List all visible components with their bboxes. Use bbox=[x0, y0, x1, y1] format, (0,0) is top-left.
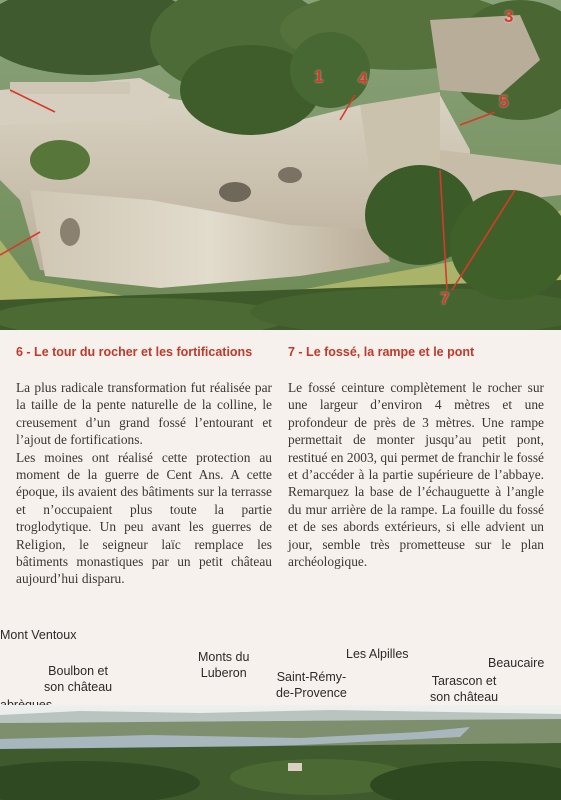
rhone-valley-photo bbox=[0, 705, 561, 800]
section-title: 7 - Le fossé, la rampe et le pont bbox=[288, 345, 475, 359]
abbey-rock-photo bbox=[0, 0, 561, 330]
photo-marker-7: 7 bbox=[440, 289, 450, 308]
label-beaucaire: Beaucaire bbox=[488, 656, 545, 670]
label-mont-ventoux: Mont Ventoux bbox=[0, 628, 77, 642]
label-monts-du-luberon: Monts du Luberon bbox=[198, 650, 250, 680]
paragraph: Les moines ont réalisé cette protection au moment de la guerre de Cent Ans. A cette époque, ils avaient des bâtiments sur la terrasse et n’occupaient plus toute la partie troglodytique. Un peu avant les guerres de Religion, le seigneur laïc remplace les bâtiments monastiques par un petit château aujourd’hui disparu. bbox=[16, 449, 272, 587]
photo-marker-3: 3 bbox=[504, 7, 514, 26]
section-rock-tour bbox=[16, 345, 272, 588]
label-saint-remy: Saint-Rémy- de-Provence bbox=[276, 670, 347, 700]
paragraph: Le fossé ceinture complètement le rocher sur une largeur d’environ 4 mètres et une profondeur de près de 3 mètres. Une rampe permettait de monter jusqu’au petit pont, restitué en 2003, qui permet de franchir le fossé et d’accéder à la partie supérieure de l’abbaye. Remarquez la base de l’échauguette à l’angle du mur arrière de la rampe. La fouille du fossé et de ses abords extérieurs, si elle advient un jour, semble très prometteuse sur le plan archéologique. bbox=[288, 380, 544, 570]
paragraph: La plus radicale transformation fut réalisée par la taille de la pente naturelle de la colline, le creusement d’un grand fossé l’entourant et l’ajout de fortifications. bbox=[16, 380, 272, 448]
label-boulbon: Boulbon et son château bbox=[44, 664, 113, 694]
label-les-alpilles: Les Alpilles bbox=[346, 647, 409, 661]
label-tarascon: Tarascon et son château bbox=[430, 674, 499, 704]
section-title: 6 - Le tour du rocher et les fortifications bbox=[16, 345, 253, 359]
section-moat-ramp-bridge bbox=[288, 345, 544, 570]
photo-marker-1: 1 bbox=[314, 67, 324, 86]
photo-marker-4: 4 bbox=[358, 69, 368, 88]
photo-marker-5: 5 bbox=[499, 92, 509, 111]
